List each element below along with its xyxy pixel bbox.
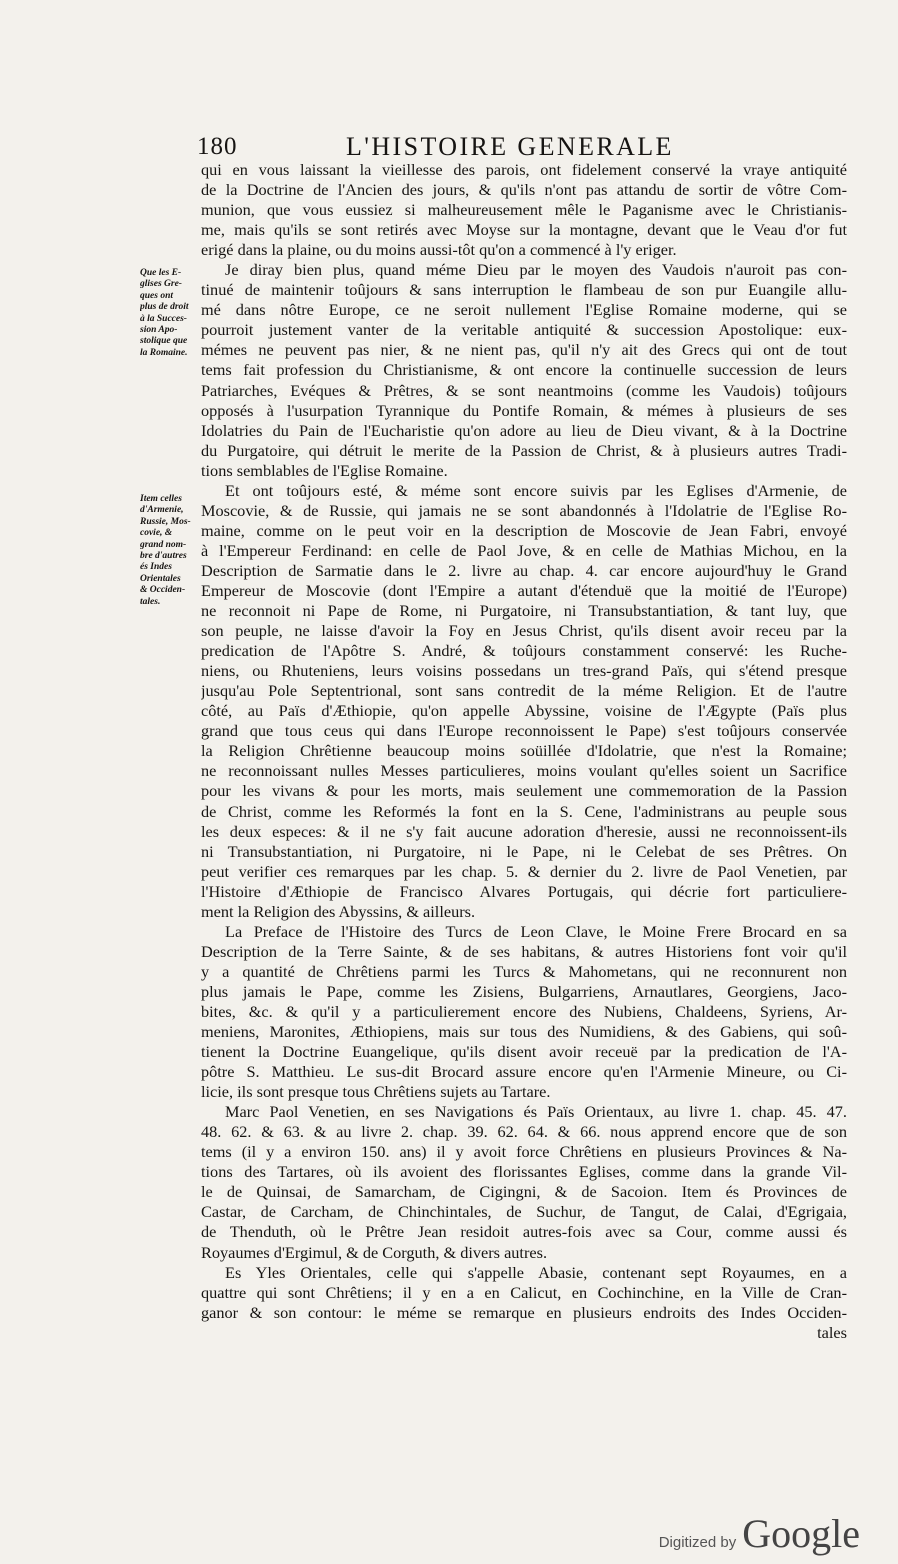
text-line: tions semblables de l'Eglise Romaine.: [201, 460, 448, 480]
text-line: opposés à l'usurpation Tyrannique du Pontife Romain, & mémes à plusieurs de ses: [201, 400, 847, 420]
margin-note-line: d'Armenie,: [140, 505, 184, 516]
margin-note-line: sion Apo-: [140, 325, 178, 336]
text-line: tions des Tartares, où ils avoient des florissantes Eglises, comme dans la grande Vil-: [201, 1162, 847, 1182]
text-line: Description de Sarmatie dans le 2. livre au chap. 4. car encore aujourd'huy le Grand: [201, 560, 847, 580]
text-line: tinué de maintenir toûjours & sans interruption le flambeau de son pur Euangile allu-: [201, 280, 847, 300]
google-watermark: [659, 1510, 860, 1557]
text-line: 48. 62. & 63. & au livre 2. chap. 39. 62. 64. & 66. nous apprend encore que de son: [201, 1122, 847, 1142]
margin-note-line: la Romaine.: [140, 347, 188, 358]
text-line: mé dans nôtre Europe, ce ne seroit nullement l'Eglise Romaine moderne, qui se: [201, 300, 847, 320]
text-line: la Religion Chrêtienne beaucoup moins soüillée d'Idolatrie, que n'est la Romaine;: [201, 741, 847, 761]
margin-note-line: covie, &: [140, 528, 173, 539]
margin-note-line: à la Succes-: [140, 313, 187, 324]
text-line: Moscovie, & de Russie, qui jamais ne se sont abandonnés à l'Idolatrie de l'Eglise Ro-: [201, 500, 847, 520]
text-line: munion, que vous eussiez si malheureusement mêle le Paganisme avec le Christianis-: [201, 200, 847, 220]
text-line: meniens, Maronites, Æthiopiens, mais sur tous des Numidiens, & des Gabiens, qui soû-: [201, 1022, 847, 1042]
text-line: Et ont toûjours esté, & méme sont encore suivis par les Eglises d'Armenie, de: [225, 480, 847, 500]
text-line: l'Histoire d'Æthiopie de Francisco Alvares Portugais, qui décrie fort particuliere-: [201, 881, 847, 901]
text-line: les deux especes: & il ne s'y fait aucune adoration d'heresie, aussi ne reconnoissent-ils: [201, 821, 847, 841]
margin-note-line: plus de droit: [140, 302, 189, 313]
text-line: peut verifier ces remarques par les chap. 5. & dernier du 2. livre de Paol Venetien, par: [201, 861, 847, 881]
text-line: erigé dans la plaine, ou du moins aussi-tôt qu'on a commencé à l'y eriger.: [201, 240, 677, 260]
text-line: ne reconnoissant nulles Messes particulieres, moins voulant qu'elles soient un Sacrifice: [201, 761, 847, 781]
text-line: qui en vous laissant la vieillesse des parois, ont fidelement conservé la vraye antiquité: [201, 160, 847, 179]
margin-note-line: Item celles: [140, 494, 182, 504]
running-title: L'HISTOIRE GENERALE: [346, 132, 674, 161]
text-line: niens, ou Rhuteniens, leurs voisins possedans un tres-grand Païs, qui s'étend presque: [201, 661, 847, 681]
text-line: ment la Religion des Abyssins, & ailleurs.: [201, 901, 476, 921]
text-line: pourroit justement vanter de la veritable antiquité & succession Apostolique: eux-: [201, 320, 847, 340]
text-line: ni Transubstantiation, ni Purgatoire, ni le Pape, ni le Celebat de ses Prêtres. On: [201, 841, 847, 861]
text-line: Idolatries du Pain de l'Eucharistie qu'on adore au lieu de Dieu vivant, & à la Doctrine: [201, 420, 847, 440]
text-line: quattre qui sont Chrêtiens; il y en a en Calicut, en Cochinchine, en la Ville de Cran-: [201, 1282, 847, 1302]
margin-note-line: & Occiden-: [140, 585, 186, 596]
text-line: côté, au Païs d'Æthiopie, qu'on appelle Abyssine, voisine de l'Ægypte (Païs plus: [201, 701, 847, 721]
text-line: La Preface de l'Histoire des Turcs de Leon Clave, le Moine Frere Brocard en sa: [225, 921, 847, 941]
text-line: ganor & son contour: le méme se remarque en plusieurs endroits des Indes Occiden-: [201, 1302, 847, 1322]
text-line: Es Yles Orientales, celle qui s'appelle Abasie, contenant sept Royaumes, en a: [225, 1262, 847, 1282]
text-line: de la Doctrine de l'Ancien des jours, & qu'ils n'ont pas attandu de sortir de vôtre Com-: [201, 180, 847, 200]
text-line: de Thenduth, où le Prêtre Jean residoit autres-fois avec sa Cour, comme aussi és: [201, 1222, 847, 1242]
text-line: tienent la Doctrine Euangelique, qu'ils disent avoir receuë par la predication de l'A-: [201, 1042, 847, 1062]
text-line: y a quantité de Chrêtiens parmi les Turcs & Mahometans, qui ne reconnurent non: [201, 961, 847, 981]
text-line: Empereur de Moscovie (dont l'Empire a autant d'étenduë que la moitié de l'Europe): [201, 580, 847, 600]
text-line: Royaumes d'Ergimul, & de Corguth, & divers autres.: [201, 1242, 548, 1262]
page-number: 180: [197, 133, 238, 160]
text-line: jusqu'au Pole Septentrional, sont sans contredit de la méme Religion. Et de l'autre: [201, 681, 847, 701]
margin-note-line: bre d'autres: [140, 551, 187, 562]
text-line: licie, ils sont presque tous Chrêtiens sujets au Tartare.: [201, 1082, 551, 1102]
margin-note-line: Orientales: [140, 573, 181, 584]
text-line: Description de la Terre Sainte, & de ses habitans, & autres Historiens font voir qu'il: [201, 941, 847, 961]
google-logo: Google: [742, 1511, 860, 1556]
text-line: du Purgatoire, qui détruit le merite de la Passion de Christ, & à plusieurs autres Tradi-: [201, 440, 847, 460]
text-line: Patriarches, Evéques & Prêtres, & se sont neantmoins (comme les Vaudois) toûjours: [201, 380, 847, 400]
text-line: grand que tous ceus qui dans l'Europe reconnoissent le Pape) s'est toûjours conservée: [201, 721, 847, 741]
text-line: Marc Paol Venetien, en ses Navigations és Païs Orientaux, au livre 1. chap. 45. 47.: [225, 1102, 847, 1122]
text-line: ne reconnoit ni Pape de Rome, ni Purgatoire, ni Transubstantiation, & tant luy, que: [201, 601, 847, 621]
margin-note-line: glises Gre-: [140, 279, 182, 290]
text-line: tems (il y a environ 150. ans) il y avoit force Chrêtiens en plusieurs Provinces & Na-: [201, 1142, 847, 1162]
margin-note-line: Russie, Mos-: [140, 516, 191, 527]
text-line: maine, comme on le peut voir en la description de Moscovie de Jean Fabri, envoyé: [201, 520, 847, 540]
text-line: de Christ, comme les Reformés la font en la S. Cene, l'administrans au peuple sous: [201, 801, 847, 821]
text-line: le de Quinsai, de Samarcham, de Cigingni, & de Sacoion. Item és Provinces de: [201, 1182, 847, 1202]
text-line: plus jamais le Pape, comme les Zisiens, Bulgarriens, Arnautlares, Georgiens, Jaco-: [201, 981, 847, 1001]
text-line: tems fait profession du Christianisme, & ont encore la continuelle succession de leurs: [201, 360, 847, 380]
text-line: à l'Empereur Ferdinand: en celle de Paol Jove, & en celle de Mathias Michou, en la: [201, 540, 847, 560]
margin-note-greek-churches: [140, 268, 208, 359]
margin-note-armenia: [140, 494, 208, 608]
watermark-prefix: Digitized by: [658, 1534, 737, 1551]
text-line: bites, &c. & qu'il y a particulierement encore des Nubiens, Chaldeens, Syriens, Ar-: [201, 1001, 847, 1021]
text-line: me, mais qu'ils se sont retirés avec Moyse sur la montagne, devant que le Veau d'or fut: [201, 220, 847, 240]
margin-note-line: és Indes: [140, 562, 172, 573]
text-line: mémes ne peuvent pas nier, & ne nient pas, qu'il n'y ait des Grecs qui ont de tout: [201, 340, 847, 360]
text-line: predication de l'Apôtre S. André, & toûjours constamment conservé: les Ruche-: [201, 641, 847, 661]
margin-note-line: ques ont: [140, 290, 173, 301]
text-line: pôtre S. Matthieu. Le sus-dit Brocard assure encore qu'en l'Armenie Mineure, ou Ci-: [201, 1062, 847, 1082]
margin-note-line: Que les E-: [140, 268, 182, 278]
text-line: son peuple, ne laisse d'avoir la Foy en Jesus Christ, qu'ils disent avoir receu par la: [201, 621, 847, 641]
body-text: [201, 160, 847, 1343]
margin-note-line: stolique que: [140, 336, 188, 347]
text-line: Castar, de Carcham, de Chinchintales, de Suchur, de Tangut, de Calai, d'Egrigaia,: [201, 1202, 847, 1222]
text-line: Je diray bien plus, quand méme Dieu par le moyen des Vaudois n'auroit pas con-: [225, 260, 847, 280]
margin-note-line: tales.: [140, 596, 161, 607]
margin-note-line: grand nom-: [140, 539, 187, 550]
text-line: pour les vivans & pour les morts, mais seulement une commemoration de la Passion: [201, 781, 847, 801]
catchword: tales: [817, 1322, 847, 1342]
